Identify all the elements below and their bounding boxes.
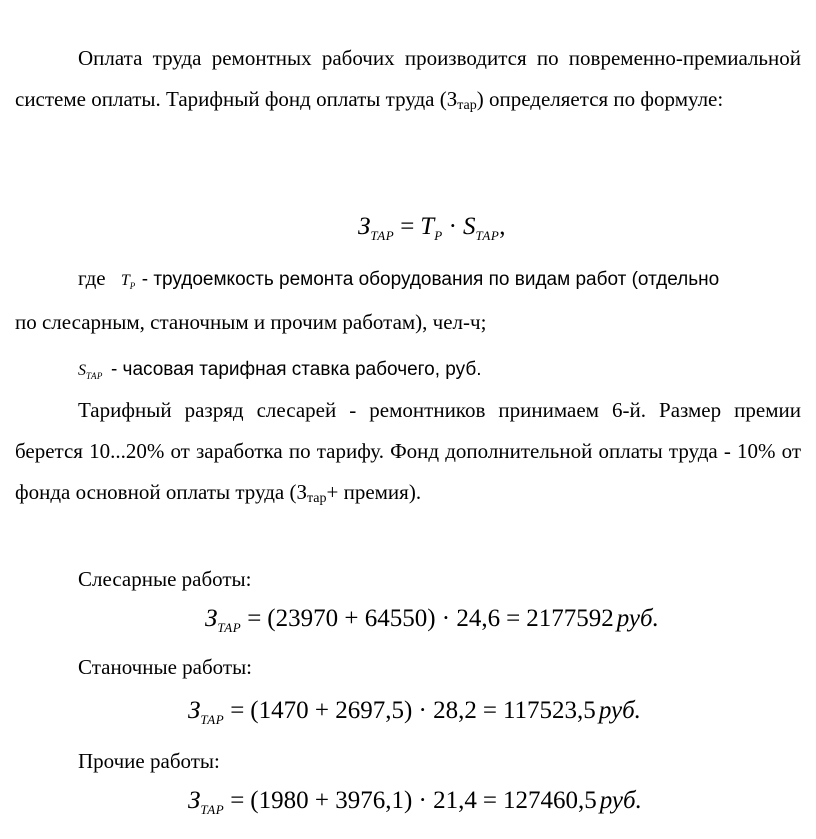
calc-unit: руб. xyxy=(616,605,659,632)
intro-paragraph xyxy=(15,38,801,126)
formula-s: S xyxy=(462,213,476,240)
rate-text: Тарифный разряд слесарей - ремонтников принимаем 6-й. Размер премии берется 10...20% от заработка по тарифу. Фонд дополнительной оплаты труда - 10% от фонда основной оплаты труда (З xyxy=(15,398,801,504)
calc-expression: (1470 + 2697,5) · 28,2 xyxy=(250,697,477,724)
calc-z: З xyxy=(205,605,218,632)
calc-z-sub: ТАР xyxy=(200,802,225,817)
def-star-sub: ТАР xyxy=(86,371,103,381)
rate-paragraph xyxy=(15,390,801,519)
def-tp-continuation: по слесарным, станочным и прочим работам), чел-ч; xyxy=(15,310,487,334)
calc-eq: = xyxy=(230,697,245,724)
formula-z-sub: ТАР xyxy=(370,228,395,243)
calc-z-sub: ТАР xyxy=(217,620,242,635)
def-tp-sub: P xyxy=(129,281,136,291)
calc-z: З xyxy=(188,787,201,814)
intro-text: Оплата труда ремонтных рабочих производится по повременно-премиальной системе оплаты. Тарифный фонд оплаты труда (З xyxy=(15,46,801,111)
definition-tp xyxy=(15,258,801,307)
formula-z: З xyxy=(358,213,371,240)
formula-s-sub: ТАР xyxy=(475,228,500,243)
formula-fitting xyxy=(205,605,659,636)
calc-eq: = xyxy=(482,697,497,724)
formula-dot: · xyxy=(448,213,457,240)
calc-eq: = xyxy=(482,787,497,814)
calc-eq: = xyxy=(247,605,262,632)
formula-comma: , xyxy=(499,213,506,240)
def-tp-symbol xyxy=(111,272,142,289)
calc-eq: = xyxy=(230,787,245,814)
def-prefix: где xyxy=(78,266,106,290)
calc-unit: руб. xyxy=(598,697,641,724)
def-tp-text: - трудоемкость ремонта оборудования по видам работ (отдельно xyxy=(141,269,720,290)
calc-eq: = xyxy=(506,605,521,632)
calc-expression: (1980 + 3976,1) · 21,4 xyxy=(250,787,477,814)
def-star-text: - часовая тарифная ставка рабочего, руб. xyxy=(110,359,482,380)
rate-text-end: + премия). xyxy=(326,480,422,504)
section-label-other: Прочие работы: xyxy=(78,749,220,773)
intro-subscript: тар xyxy=(457,98,477,113)
rate-subscript: тар xyxy=(306,491,327,506)
formula-t-sub: P xyxy=(434,228,443,243)
def-star-symbol xyxy=(15,362,111,379)
calc-result: 127460,5 xyxy=(502,787,597,814)
calc-unit: руб. xyxy=(599,787,642,814)
formula-machine xyxy=(188,697,641,728)
intro-text-end: ) определяется по формуле: xyxy=(476,87,724,111)
calc-result: 2177592 xyxy=(526,605,614,632)
calc-expression: (23970 + 64550) · 24,6 xyxy=(267,605,501,632)
def-tp-letter: T xyxy=(120,272,130,289)
formula-eq: = xyxy=(400,213,415,240)
main-formula xyxy=(358,213,506,244)
calc-z: З xyxy=(188,697,201,724)
calc-result: 117523,5 xyxy=(502,697,596,724)
section-label-fitting: Слесарные работы: xyxy=(78,567,252,591)
def-star-letter: S xyxy=(78,362,86,379)
formula-t: T xyxy=(420,213,435,240)
formula-other xyxy=(188,787,642,818)
calc-z-sub: ТАР xyxy=(200,712,225,727)
section-label-machine: Станочные работы: xyxy=(78,655,253,679)
